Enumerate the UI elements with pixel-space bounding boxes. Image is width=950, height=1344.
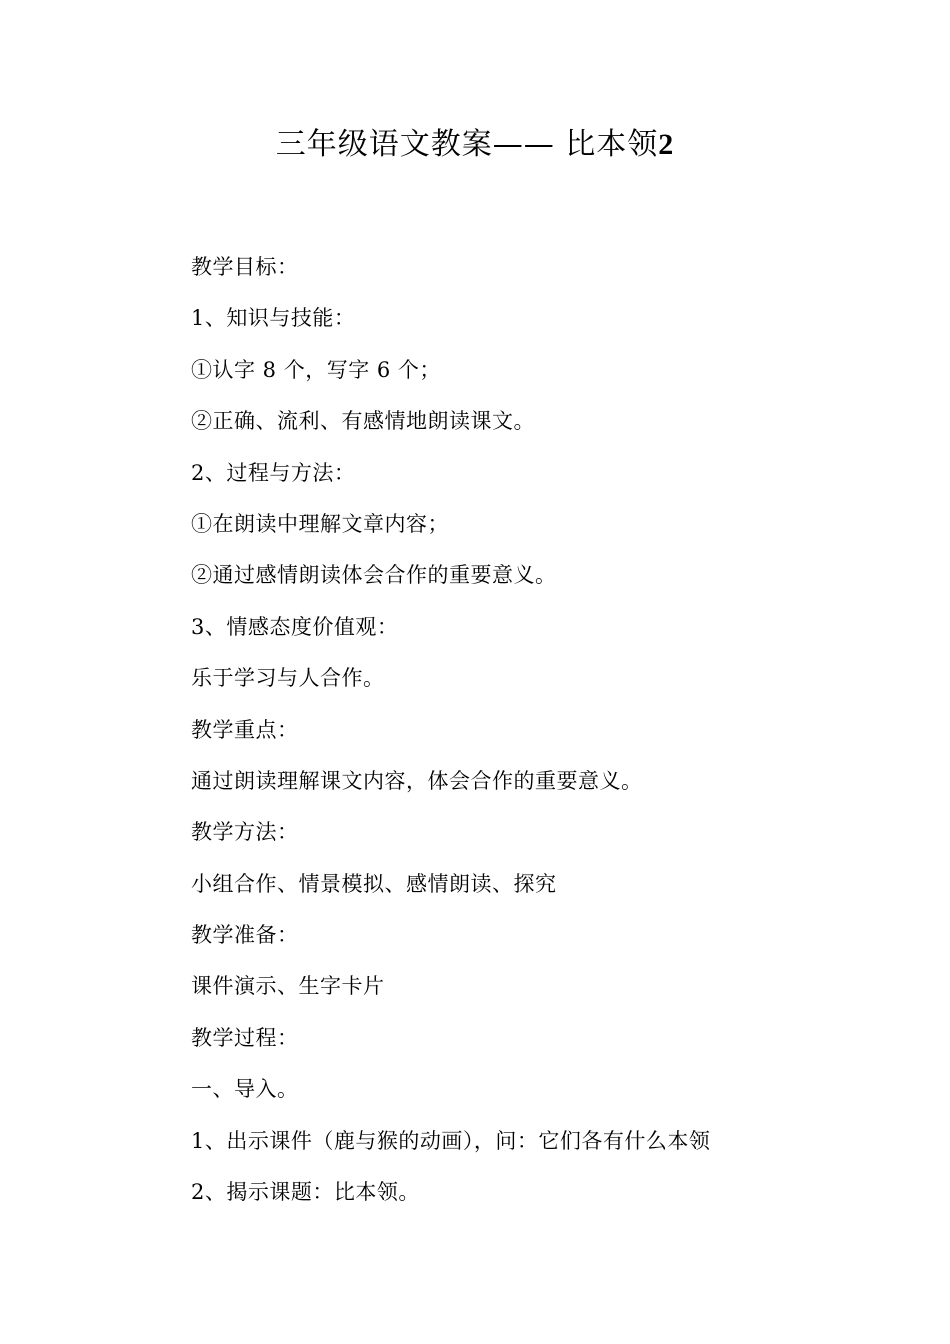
methods-text: 小组合作、情景模拟、感情朗读、探究: [191, 871, 557, 896]
objective-attitudes: 3、情感态度价值观：: [191, 614, 399, 639]
process-item: 1、出示课件（鹿与猴的动画），问：它们各有什么本领: [191, 1128, 711, 1153]
objective-item: ①在朗读中理解文章内容；: [191, 511, 449, 536]
title-number: 2: [658, 128, 675, 161]
document-body: [191, 248, 891, 1224]
section-heading-key-points: 教学重点：: [191, 717, 299, 742]
preparation-text: 课件演示、生字卡片: [191, 974, 385, 999]
section-heading-methods: 教学方法：: [191, 820, 299, 845]
objective-process-methods: 2、过程与方法：: [191, 460, 356, 485]
objective-item: ②正确、流利、有感情地朗读课文。: [191, 409, 535, 434]
key-points-text: 通过朗读理解课文内容，体会合作的重要意义。: [191, 768, 643, 793]
process-step-intro: 一、导入。: [191, 1077, 299, 1102]
title-text: 三年级语文教案—— 比本领: [275, 127, 659, 162]
objective-knowledge-skills: 1、知识与技能：: [191, 306, 356, 331]
objective-item: ①认字 8 个，写字 6 个；: [191, 357, 441, 382]
section-heading-process: 教学过程：: [191, 1025, 299, 1050]
section-heading-preparation: 教学准备：: [191, 923, 299, 948]
objective-item: ②通过感情朗读体会合作的重要意义。: [191, 563, 557, 588]
section-heading-objectives: 教学目标：: [191, 255, 299, 279]
objective-item: 乐于学习与人合作。: [191, 666, 385, 691]
process-item: 2、揭示课题：比本领。: [191, 1180, 420, 1205]
document-title: [0, 122, 950, 168]
